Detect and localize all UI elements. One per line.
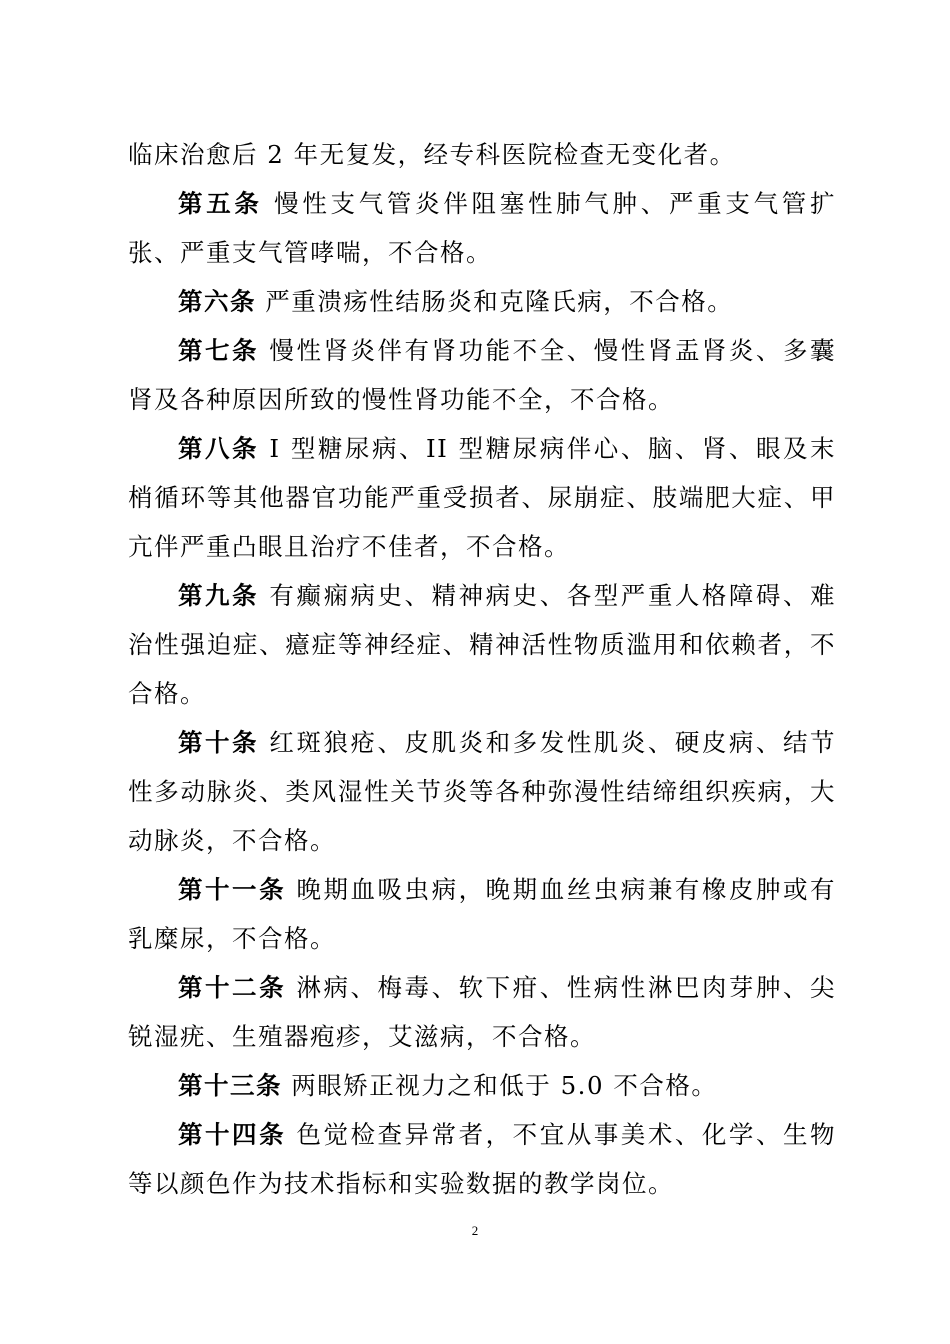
- article-6: [128, 277, 836, 326]
- article-number: 第七条: [178, 336, 260, 365]
- article-14: [128, 1110, 836, 1208]
- article-number: 第十条: [178, 728, 260, 757]
- article-9: [128, 571, 836, 718]
- article-text: I 型糖尿病、II 型糖尿病伴心、脑、肾、眼及末梢循环等其他器官功能严重受损者、尿崩症、肢端肥大症、甲亢伴严重凸眼且治疗不佳者，不合格。: [128, 434, 836, 561]
- continuation-paragraph: 临床治愈后 2 年无复发，经专科医院检查无变化者。: [128, 140, 736, 169]
- article-number: 第五条: [178, 189, 263, 218]
- article-10: [128, 718, 836, 865]
- article-5: [128, 179, 836, 277]
- article-12: [128, 963, 836, 1061]
- article-11: [128, 865, 836, 963]
- article-number: 第六条: [178, 287, 256, 316]
- article-number: 第十一条: [178, 875, 287, 904]
- article-text: 两眼矫正视力之和低于 5.0 不合格。: [282, 1071, 718, 1100]
- article-number: 第九条: [178, 581, 260, 610]
- article-number: 第八条: [178, 434, 260, 463]
- article-7: [128, 326, 836, 424]
- article-number: 第十四条: [178, 1120, 287, 1149]
- article-text: 有癫痫病史、精神病史、各型严重人格障碍、难治性强迫症、癔症等神经症、精神活性物质滥用和依赖者，不合格。: [128, 581, 836, 708]
- article-text: 红斑狼疮、皮肌炎和多发性肌炎、硬皮病、结节性多动脉炎、类风湿性关节炎等各种弥漫性结缔组织疾病，大动脉炎，不合格。: [128, 728, 836, 855]
- article-13: [128, 1061, 836, 1110]
- article-number: 第十二条: [178, 973, 287, 1002]
- article-text: 晚期血吸虫病，晚期血丝虫病兼有橡皮肿或有乳糜尿，不合格。: [128, 875, 836, 953]
- article-8: [128, 424, 836, 571]
- article-text: 慢性肾炎伴有肾功能不全、慢性肾盂肾炎、多囊肾及各种原因所致的慢性肾功能不全，不合格。: [128, 336, 836, 414]
- article-text: 淋病、梅毒、软下疳、性病性淋巴肉芽肿、尖锐湿疣、生殖器疱疹，艾滋病，不合格。: [128, 973, 836, 1051]
- article-text: 慢性支气管炎伴阻塞性肺气肿、严重支气管扩张、严重支气管哮喘，不合格。: [128, 189, 837, 267]
- article-text: 色觉检查异常者，不宜从事美术、化学、生物等以颜色作为技术指标和实验数据的教学岗位。: [128, 1120, 836, 1198]
- article-text: 严重溃疡性结肠炎和克隆氏病，不合格。: [256, 287, 734, 316]
- article-number: 第十三条: [178, 1071, 282, 1100]
- document-body: [128, 130, 836, 1208]
- page-number: 2: [471, 1223, 479, 1238]
